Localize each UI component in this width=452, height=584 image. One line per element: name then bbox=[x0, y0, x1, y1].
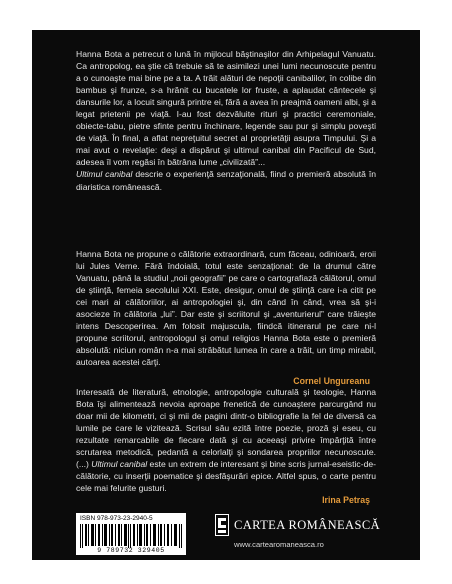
review-section-1 bbox=[76, 248, 376, 368]
review-section-2 bbox=[76, 386, 376, 494]
review-paragraph: Hanna Bota ne propune o călătorie extraordinară, cum făceau, odinioară, eroii lui Jules Verne. Fără îndoială, totul este senzaţional: de la drumul către Vanuatu, până la studiul „noii geografii” pe care o cartografiază călătorul, omul de ştiinţă, femeia secolului XXI. Este, desigur, omul de ştiinţă care i-a citit pe cei mari ai călătoriilor, ai antropologiei şi, din când în când, vrea să şi-i asocieze în călătoria „lui”. Dar este şi scriitorul şi „aventurierul” care trăieşte intens Descoperirea. Am folosit majuscula, fiindcă itinerarul pe care ni-l propune scriitorul, antropologul şi omul religios Hanna Bota este o premieră absolută: niciun român n-a mai străbătut lumea în care a trăit, un timp mirabil, autoarea acestei cărţi. bbox=[76, 249, 376, 368]
review-paragraph-2 bbox=[76, 386, 376, 494]
review-text-end: este un extrem de interesant şi bine scris jurnal-eseistic-de-călătorie, cu inserţii poematice şi desfăşurări epice. Altfel spus, o carte pentru cele mai felurite gusturi. bbox=[76, 459, 376, 494]
description-section bbox=[76, 48, 376, 193]
book-title-inline: Ultimul canibal bbox=[91, 459, 148, 470]
publisher-name: CARTEA ROMÂNEASCĂ bbox=[234, 518, 380, 532]
publisher-url[interactable]: www.cartearomaneasca.ro bbox=[234, 540, 324, 549]
description-paragraph: Hanna Bota a petrecut o lună în mijlocul băştinaşilor din Arhipelagul Vanuatu. Ca antropolog, ea ştie că trebuie să te asimilezi unei lumi necunoscute pentru a o cunoaşte mai bine pe a ta. A trăit alături de nepoţii canibalilor, în colibe din bambus şi frunze, s-a hrănit cu bucatele lor fruste, a aplaudat cântecele şi dansurile lor, a locuit singură printre ei, fără a avea în preajmă oameni albi, şi a legat prietenii pe viaţă. I-au fost dezvăluite rituri şi practici ceremoniale, obiecte-tabu, pietre sfinte pentru închinare, legende sau pur şi simplu poveşti de viaţă. În final, a aflat nepreţuitul secret al proprietăţii asupra Timpului. Şi a mai avut o revelaţie: deşi a dispărut şi ultimul canibal din Pacificul de Sud, adesea îl vom regăsi în bătrâna lume „civilizată”... bbox=[76, 49, 376, 168]
review-text: Interesată de literatură, etnologie, antropologie culturală şi teologie, Hanna Bota îşi alimentează nevoia aproape frenetică de cunoaştere parcurgând nu doar mii de kilometri, ci şi mii de pagini dintr-o bibliografie la fel de diversă ca lumile pe care le vizitează. Scrisul său ezită între poezie, proză şi eseu, cu rezultate remarcabile de fiecare dată şi cu aceeaşi privire împărţită între scrutarea metodică, pedantă a celorlalţi şi sondarea propriilor necunoscute. (...) bbox=[76, 387, 376, 470]
review-author-2: Irina Petraş bbox=[322, 495, 370, 505]
barcode-digits: 9 789732 329405 bbox=[97, 547, 165, 554]
isbn-barcode-block bbox=[76, 513, 186, 555]
barcode-icon bbox=[80, 524, 182, 548]
book-title: Ultimul canibal bbox=[76, 169, 133, 180]
isbn-label: ISBN 978-973-23-2940-5 bbox=[80, 515, 153, 522]
review-author-1: Cornel Ungureanu bbox=[293, 376, 370, 386]
back-cover bbox=[32, 30, 420, 560]
description-paragraph-2 bbox=[76, 168, 376, 192]
description-text: descrie o experienţă senzaţională, fiind o premieră absolută în diaristica românească. bbox=[76, 169, 376, 192]
publisher-logo-icon bbox=[215, 514, 229, 536]
